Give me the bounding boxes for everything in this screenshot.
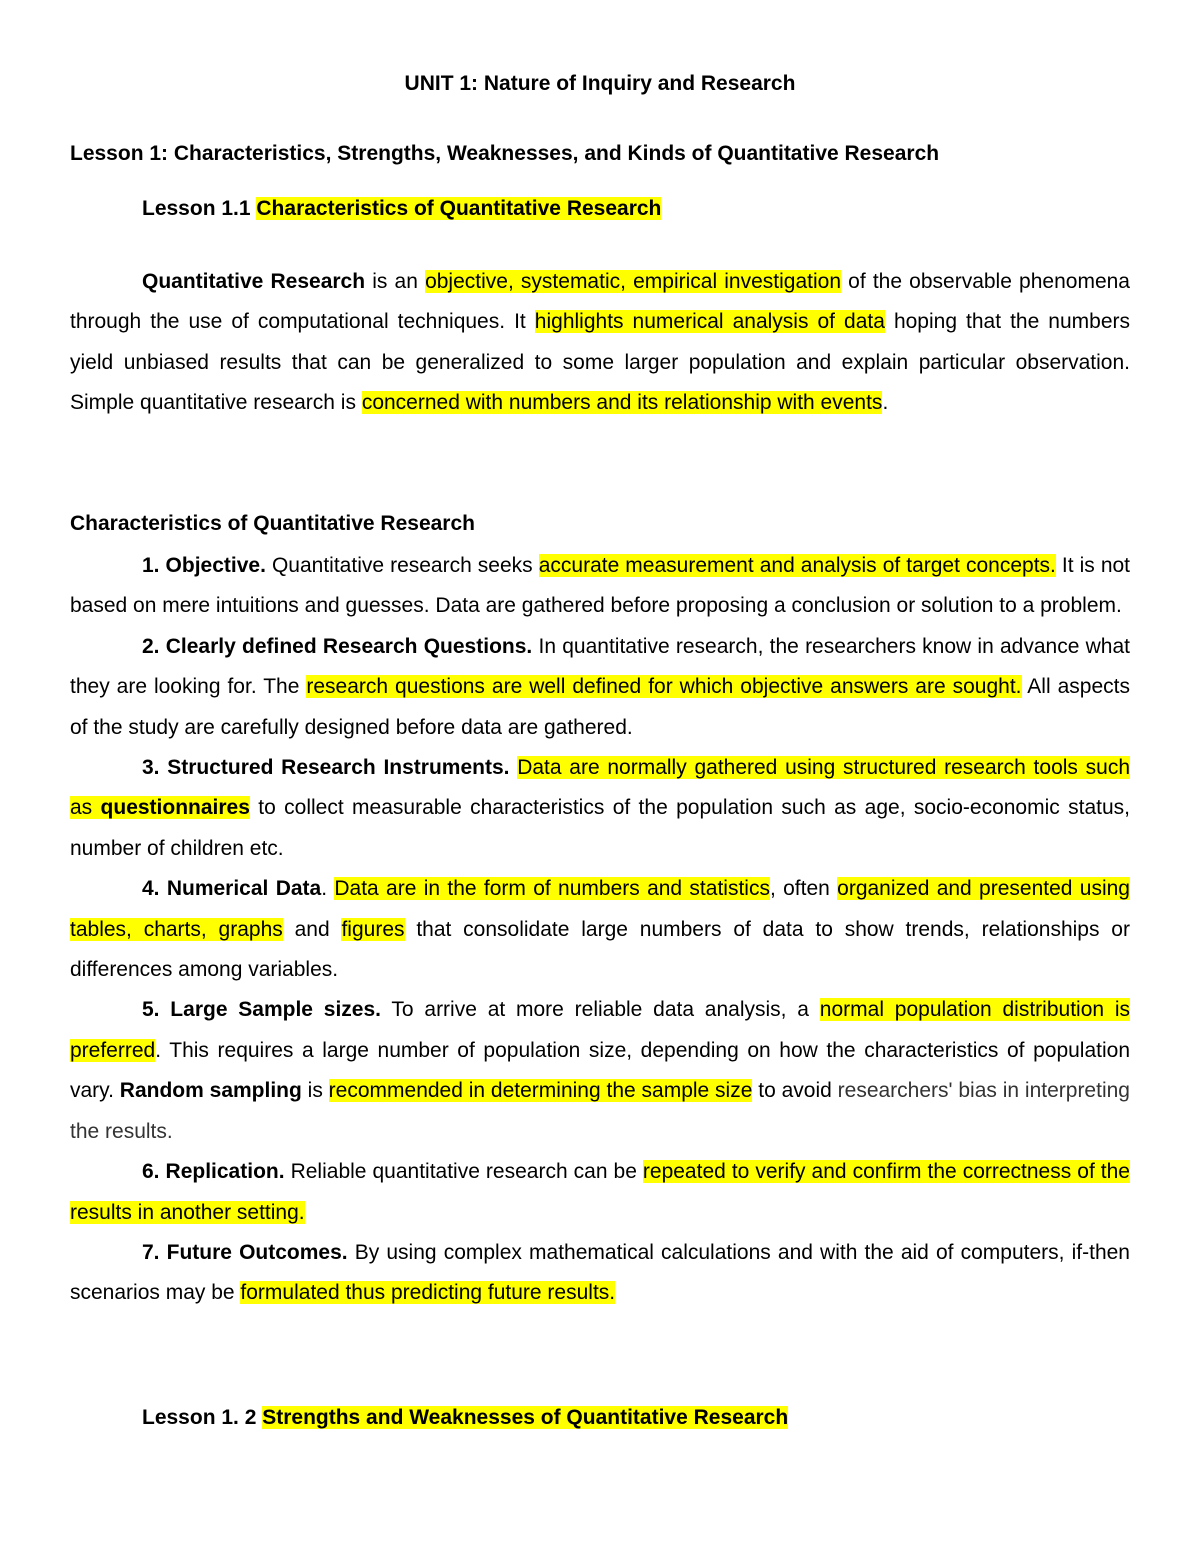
item-text: Reliable quantitative research can be [284,1160,643,1184]
characteristics-heading: Characteristics of Quantitative Research [70,512,475,535]
item-highlight: normal population distribution is preferred [70,998,1131,1062]
lesson-1-2-title: Strengths and Weaknesses of Quantitative Research [262,1406,789,1429]
item-text: To arrive at more reliable data analysis, a [381,998,820,1022]
intro-highlight-2: highlights numerical analysis of data [534,310,885,334]
item-highlight: formulated thus predicting future results. [240,1281,616,1305]
lesson-1-1-heading [142,197,1130,221]
item-highlight-bold: questionnaires [100,796,250,820]
lesson-1-1-prefix: Lesson 1.1 [142,197,257,220]
item-text: In quantitative research, the researchers know in advance what they are looking for. The [70,634,1130,699]
item-text: , often [769,877,838,901]
intro-text-2: of the observable phenomena through the use of computational techniques. It [70,270,1130,334]
item-highlight: Data are in the form of numbers and statistics [334,877,770,901]
item-text: to avoid [752,1079,838,1103]
item-text: . [321,877,335,901]
item-text: Quantitative research seeks [265,554,539,577]
item-text: researchers' bias in interpreting the results. [70,1079,1130,1143]
list-item [70,748,1130,869]
item-text: that consolidate large numbers of data to show trends, relationships or differences among variables. [70,917,1130,982]
item-text: By using complex mathematical calculations and with the aid of computers, if-then scenarios may be [70,1240,1130,1305]
item-label: 6. Replication. [142,1160,285,1184]
item-text: is [301,1079,329,1103]
lesson-title: Lesson 1: Characteristics, Strengths, Weaknesses, and Kinds of Quantitative Research [70,142,940,165]
item-label: 2. Clearly defined Research Questions. [142,634,533,658]
item-label: 4. Numerical Data [142,877,322,901]
item-label: 5. Large Sample sizes. [142,998,381,1022]
list-item [70,1152,1130,1233]
item-text: and [282,917,342,941]
item-highlight: recommended in determining the sample size [328,1079,753,1103]
intro-paragraph [70,262,1130,424]
lesson-1-2-prefix: Lesson 1. 2 [142,1406,263,1429]
item-text: All aspects of the study are carefully designed before data are gathered. [70,675,1130,739]
list-item [70,1233,1130,1314]
list-item [70,546,1130,627]
intro-text-1: is an [365,270,426,293]
item-label: 7. Future Outcomes. [142,1240,348,1264]
list-item [70,990,1130,1152]
item-highlight: figures [341,917,405,941]
intro-highlight-1: objective, systematic, empirical investigation [425,270,842,293]
unit-title: UNIT 1: Nature of Inquiry and Research [404,72,796,95]
item-highlight: Data are normally gathered using structured research tools such as [70,756,1130,820]
item-text: to collect measurable characteristics of the population such as age, socio-economic status, number of children etc. [70,796,1130,860]
intro-text-4: . [882,391,889,415]
intro-term: Quantitative Research [142,270,366,293]
item-highlight: research questions are well defined for which objective answers are sought. [306,675,1022,699]
lesson-1-1-title: Characteristics of Quantitative Research [256,197,662,220]
lesson-1-2-heading [142,1406,1130,1430]
intro-text-3: hoping that the numbers yield unbiased results that can be generalized to some larger population and explain particular observation. Simple quantitative research is [70,310,1131,415]
item-highlight: repeated to verify and confirm the correctness of the results in another setting. [70,1160,1130,1224]
item-text: . This requires a large number of population size, depending on how the characteristics of population vary. [70,1038,1130,1103]
intro-highlight-3: concerned with numbers and its relationship with events [361,391,883,415]
item-label: 3. Structured Research Instruments. [142,756,510,780]
item-label: 1. Objective. [142,554,266,577]
item-highlight: organized and presented using tables, charts, graphs [70,877,1130,941]
list-item [70,627,1130,748]
item-text: It is not based on mere intuitions and guesses. Data are gathered before proposing a conclusion or solution to a problem. [70,554,1131,618]
characteristics-list [70,546,1130,1314]
item-bold-term: Random sampling [119,1079,302,1103]
item-highlight: accurate measurement and analysis of target concepts. [538,554,1056,577]
list-item [70,869,1130,990]
